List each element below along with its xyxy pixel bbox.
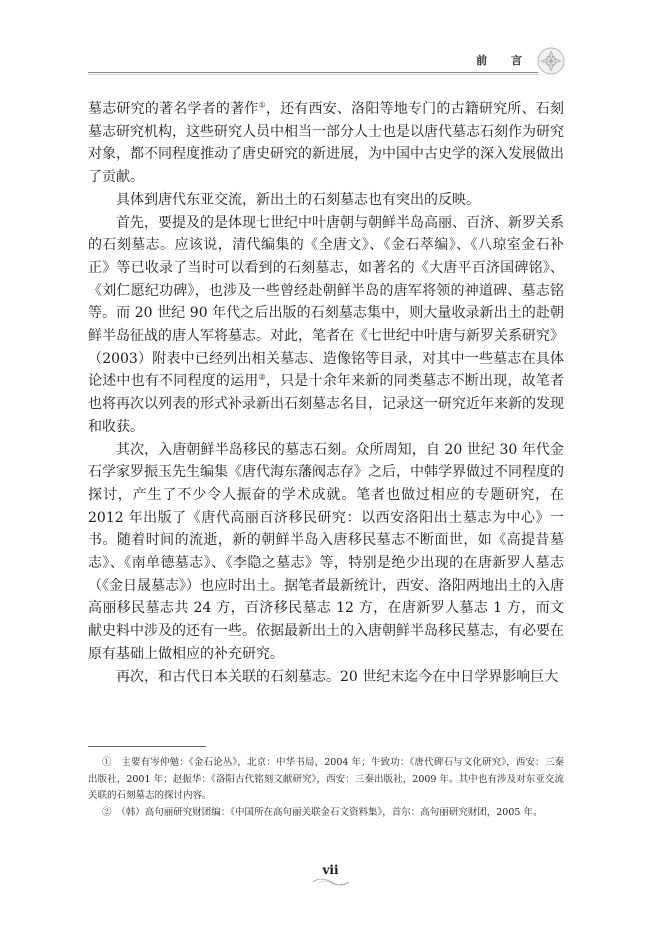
text-run: 首先，要提及的是体现七世纪中叶唐朝与朝鲜半岛高丽、百济、新罗关系的石刻墓志。应该说，清代编集的《全唐文》、《金石萃编》、《八琼室金石补正》等已收录了当时可以看到的石刻墓志，如著名的《大唐平百济国碑铭》、《刘仁愿纪功碑》，也涉及一些曾经赴朝鲜半岛的唐军将领的神道碑、墓志铭等。而 20 世纪 90 年代之后出版的石刻墓志集中，则大量收录新出土的赴朝鲜半岛征战的唐人军将墓志。对此，笔者在《七世纪中叶唐与新罗关系研究》（2003）附表中已经列出相关墓志、造像铭等目录，对其中一些墓志在具体论述中也有不同程度的运用 (88, 214, 564, 390)
footnote-ref: ① (258, 100, 266, 110)
body-text (88, 98, 564, 688)
paragraph (88, 98, 564, 189)
running-header (88, 52, 566, 76)
footnote: ① 主要有岑仲勉：《金石论丛》，北京：中华书局，2004 年；牛致功：《唐代碑石与文化研究》，西安：三秦出版社，2001 年；赵振华：《洛阳古代铭刻文献研究》，西安：三秦出版社，2009 年。其中也有涉及对东亚交流关联的石刻墓志的探讨内容。 (88, 757, 564, 801)
header-rule (88, 72, 538, 75)
paragraph: 再次，和古代日本关联的石刻墓志。20 世纪末迄今在中日学界影响巨大 (116, 668, 559, 685)
swirl-ornament-icon (311, 876, 351, 888)
paragraph: 具体到唐代东亚交流，新出土的石刻墓志也有突出的反映。 (116, 191, 480, 208)
text-run: 墓志研究的著名学者的著作 (88, 101, 259, 117)
footnote: ② （韩）高句丽研究财团编：《中国所在高句丽关联金石文资料集》，首尔：高句丽研究财团，2005 年。 (102, 806, 543, 818)
header-title: 前 言 (476, 54, 532, 67)
page-number: vii (322, 863, 339, 877)
footnotes (88, 755, 564, 821)
paragraph (88, 212, 564, 439)
footnote-separator (88, 746, 206, 747)
text-run: ，还有西安、洛阳等地专门的古籍研究所、石刻墓志研究机构，这些研究人员中相当一部分人士也是以唐代墓志石刻作为研究对象，都不同程度推动了唐史研究的新进展，为中国中古史学的深入发展做出了贡献。 (88, 101, 565, 186)
text-run: ，只是十余年来新的同类墓志不断出现，故笔者也将再次以列表的形式补录新出石刻墓志名目，记录这一研究近年来新的发现和收获。 (88, 373, 565, 435)
paragraph: 其次，入唐朝鲜半岛移民的墓志石刻。众所周知，自 20 世纪 30 年代金石学家罗振玉先生编集《唐代海东藩阀志存》之后，中韩学界做过不同程度的探讨，产生了不少令人振奋的学术成就。笔者也做过相应的专题研究，在 2012 年出版了《唐代高丽百济移民研究：以西安洛阳出土墓志为中心》一书。随着时间的流逝，新的朝鲜半岛入唐移民墓志不断面世，如《高提昔墓志》、《南单德墓志》、《李隐之墓志》等，特别是绝少出现的在唐新罗人墓志（《金日晟墓志》）也应时出土。据笔者最新统计，西安、洛阳两地出土的入唐高丽移民墓志共 24 方，百济移民墓志 12 方，在唐新罗人墓志 1 方，而文献史料中涉及的还有一些。依据最新出土的入唐朝鲜半岛移民墓志，有必要在原有基础上做相应的补充研究。 (88, 441, 564, 662)
flower-ornament-icon (536, 46, 566, 76)
footnote-ref: ② (258, 372, 266, 382)
